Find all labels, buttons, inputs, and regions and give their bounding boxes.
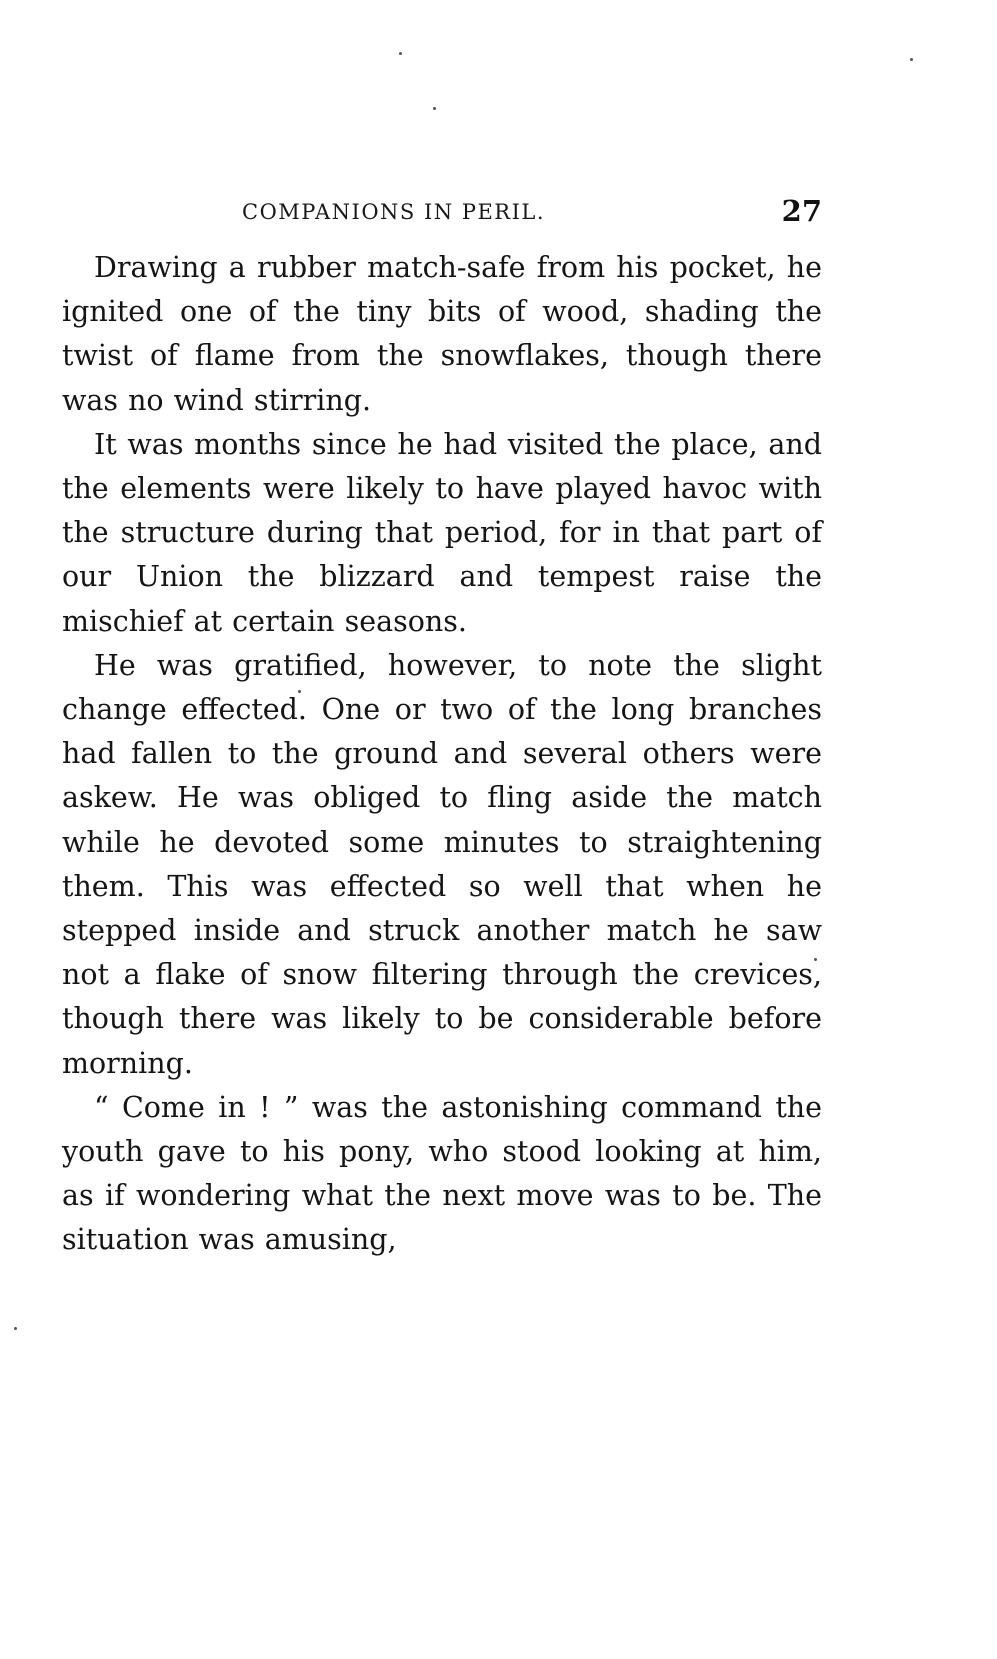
paragraph: It was months since he had visited the place, and the elements were likely to have played havoc with the structure during that period, for in that part of our Union the blizzard and tempest raise the mischief at certain seasons. [62,427,822,638]
paper-speck [433,107,436,110]
running-title: COMPANIONS IN PERIL. [242,200,546,224]
paragraph: “ Come in ! ” was the astonishing command the youth gave to his pony, who stood looking at him, as if wondering what the next move was to be. The situation was amusing, [62,1090,822,1257]
body-text [62,246,822,1263]
paper-speck [14,1327,17,1330]
paper-speck [399,52,402,55]
paragraph: He was gratified, however, to note the slight change effected. One or two of the long branches had fallen to the ground and several others were askew. He was obliged to fling aside the match while he devoted some minutes to straightening them. This was effected so well that when he stepped inside and struck another match he saw not a flake of snow filtering through the crevices, though there was likely to be considerable before morning. [62,648,822,1080]
page-number: 27 [781,194,822,228]
page-header [62,196,822,236]
paragraph: Drawing a rubber match-safe from his pocket, he ignited one of the tiny bits of wood, shading the twist of flame from the snowflakes, though there was no wind stirring. [62,251,822,417]
paper-speck [910,58,913,61]
